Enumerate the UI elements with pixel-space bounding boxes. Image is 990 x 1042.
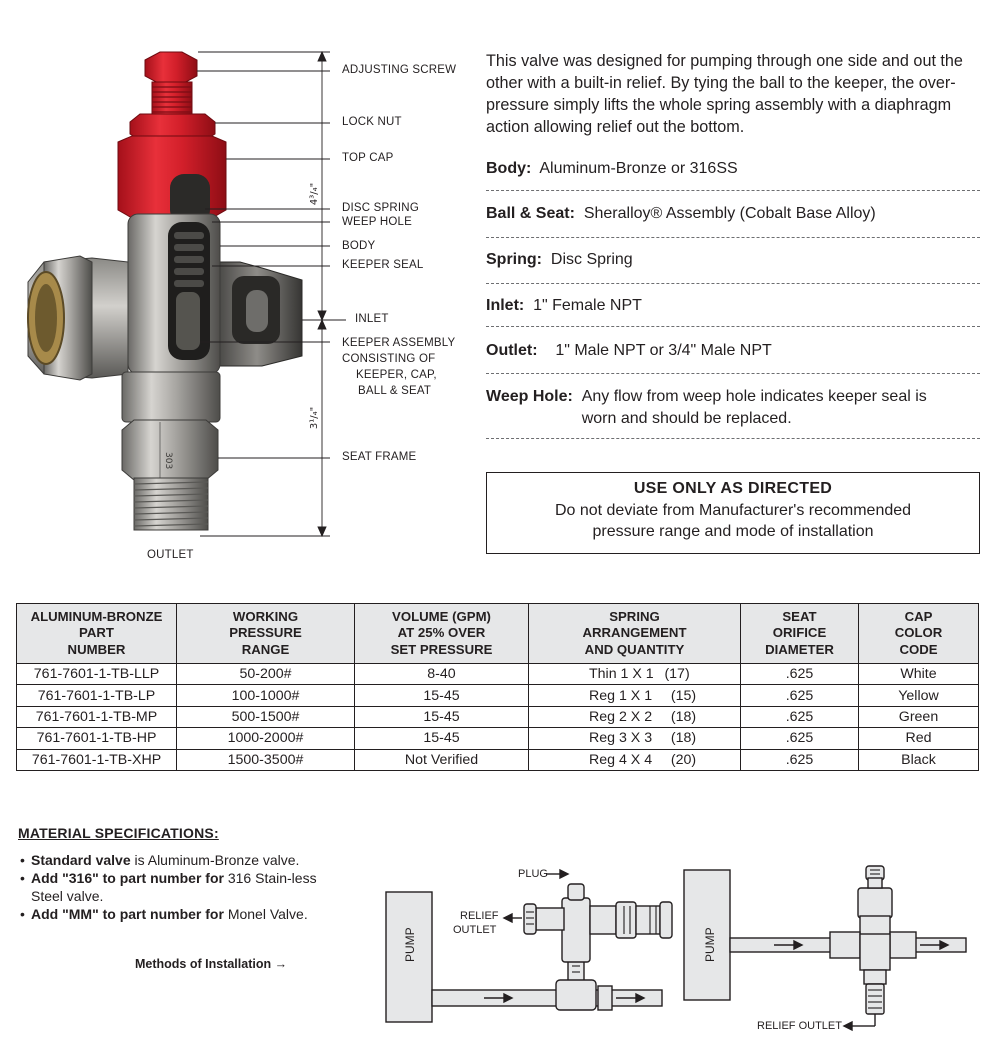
spec-weep-label: Weep Hole:	[486, 388, 573, 405]
installation-diagram-inline	[380, 862, 680, 1032]
callout-keeper-assembly-3: KEEPER, CAP,	[356, 369, 437, 381]
divider	[486, 326, 980, 327]
plug-label: PLUG	[518, 868, 548, 880]
table-row	[17, 685, 979, 706]
cell-pressure: 50-200#	[177, 664, 355, 685]
dimension-lower: 3¹/₄"	[309, 406, 320, 430]
nut-mark: 303	[163, 452, 173, 470]
list-item: • Standard valve is Aluminum-Bronze valve.	[20, 851, 340, 869]
cell-spring: Reg 2 X 2 (18)	[529, 706, 741, 727]
callout-weep-hole: WEEP HOLE	[342, 216, 412, 228]
cell-orifice: .625	[741, 706, 859, 727]
plug-outline	[568, 884, 584, 900]
divider	[486, 373, 980, 374]
cell-volume: 15-45	[355, 728, 529, 749]
list-item: • Add "316" to part number for 316 Stain-less Steel valve.	[20, 869, 340, 905]
cell-spring: Reg 4 X 4 (20)	[529, 749, 741, 770]
material-specs-title: MATERIAL SPECIFICATIONS:	[18, 825, 219, 841]
callout-disc-spring: DISC SPRING	[342, 202, 419, 214]
valve-body-outline	[562, 898, 590, 962]
callout-lock-nut: LOCK NUT	[342, 116, 402, 128]
callout-outlet: OUTLET	[147, 549, 194, 561]
divider	[486, 190, 980, 191]
spec-spring	[486, 249, 980, 271]
cell-color: Red	[859, 728, 979, 749]
cell-volume: 8-40	[355, 664, 529, 685]
seat-frame-part	[122, 420, 218, 530]
spec-body-value: Aluminum-Bronze or 316SS	[539, 160, 738, 177]
header-pressure-range: WORKING PRESSURE RANGE	[177, 604, 355, 664]
cell-volume: 15-45	[355, 685, 529, 706]
cell-color: White	[859, 664, 979, 685]
spec-outlet-label: Outlet:	[486, 342, 538, 359]
spec-weep-value: Any flow from weep hole indicates keeper seal is worn and should be replaced.	[581, 388, 927, 427]
spec-outlet-value: 1" Male NPT or 3/4" Male NPT	[555, 342, 772, 359]
cell-volume: 15-45	[355, 706, 529, 727]
warning-text	[487, 500, 979, 542]
cell-color: Yellow	[859, 685, 979, 706]
product-description: This valve was designed for pumping through one side and out the other with a built-in relief. By tying the ball to the keeper, the over-pressure simply lifts the whole spring assembly with a diaphragm action allowing relief out the bottom.	[486, 52, 963, 136]
cell-orifice: .625	[741, 664, 859, 685]
spec-weep-hole	[486, 386, 980, 430]
divider	[486, 237, 980, 238]
warning-line-2: pressure range and mode of installation	[592, 523, 874, 540]
spec-ball-label: Ball & Seat:	[486, 205, 575, 222]
cell-color: Green	[859, 706, 979, 727]
cell-part: 761-7601-1-TB-MP	[17, 706, 177, 727]
dimension-upper: 4³/₄"	[309, 182, 320, 206]
pump-label: PUMP	[703, 927, 717, 962]
cell-volume: Not Verified	[355, 749, 529, 770]
cell-pressure: 1000-2000#	[177, 728, 355, 749]
relief-outlet-label-2: OUTLET	[453, 924, 497, 936]
cell-part: 761-7601-1-TB-LP	[17, 685, 177, 706]
spec-spring-label: Spring:	[486, 251, 542, 268]
callout-keeper-assembly-4: BALL & SEAT	[358, 385, 432, 397]
header-part-number: ALUMINUM-BRONZE PART NUMBER	[17, 604, 177, 664]
spec-spring-value: Disc Spring	[550, 251, 633, 268]
cell-spring: Reg 3 X 3 (18)	[529, 728, 741, 749]
spec-ball-value: Sheralloy® Assembly (Cobalt Base Alloy)	[583, 205, 876, 222]
callout-adjusting-screw: ADJUSTING SCREW	[342, 64, 457, 76]
top-cap-part	[118, 136, 226, 224]
cell-orifice: .625	[741, 685, 859, 706]
callout-top-cap: TOP CAP	[342, 152, 394, 164]
body-part	[28, 214, 302, 422]
header-orifice: SEAT ORIFICE DIAMETER	[741, 604, 859, 664]
header-cap-color: CAP COLOR CODE	[859, 604, 979, 664]
spec-outlet	[486, 340, 980, 362]
warning-box	[486, 472, 980, 554]
adjusting-screw-part	[145, 52, 197, 116]
cell-orifice: .625	[741, 728, 859, 749]
spec-body-label: Body:	[486, 160, 532, 177]
cell-part: 761-7601-1-TB-LLP	[17, 664, 177, 685]
cell-part: 761-7601-1-TB-XHP	[17, 749, 177, 770]
callout-inlet: INLET	[355, 313, 389, 325]
installation-diagram-relief	[680, 858, 980, 1038]
callout-keeper-assembly-1: KEEPER ASSEMBLY	[342, 337, 456, 349]
cell-pressure: 500-1500#	[177, 706, 355, 727]
valve-figure	[0, 0, 470, 575]
relief-outlet-label-b: RELIEF OUTLET	[757, 1020, 842, 1032]
spec-body	[486, 158, 980, 180]
spec-ball-seat	[486, 203, 980, 225]
table-row	[17, 664, 979, 685]
relief-outlet-label-1: RELIEF	[460, 910, 499, 922]
callout-body: BODY	[342, 240, 376, 252]
cell-color: Black	[859, 749, 979, 770]
spec-inlet-value: 1" Female NPT	[533, 297, 642, 314]
list-item: • Add "MM" to part number for Monel Valve.	[20, 905, 340, 923]
table-row	[17, 706, 979, 727]
callout-keeper-seal: KEEPER SEAL	[342, 259, 424, 271]
warning-title: USE ONLY AS DIRECTED	[633, 480, 833, 497]
cell-pressure: 1500-3500#	[177, 749, 355, 770]
part-number-table	[16, 603, 979, 771]
pump-label: PUMP	[403, 927, 417, 962]
divider	[486, 438, 980, 439]
cell-spring: Reg 1 X 1 (15)	[529, 685, 741, 706]
callout-keeper-assembly-2: CONSISTING OF	[342, 353, 436, 365]
divider	[486, 283, 980, 284]
cell-pressure: 100-1000#	[177, 685, 355, 706]
header-volume: VOLUME (GPM) AT 25% OVER SET PRESSURE	[355, 604, 529, 664]
warning-line-1: Do not deviate from Manufacturer's recommended	[554, 502, 912, 519]
spec-inlet	[486, 295, 980, 317]
table-header-row	[17, 604, 979, 664]
cell-spring: Thin 1 X 1 (17)	[529, 664, 741, 685]
tee-fitting	[556, 980, 596, 1010]
callout-seat-frame: SEAT FRAME	[342, 451, 417, 463]
table-row	[17, 749, 979, 770]
valve-photo	[0, 0, 470, 575]
table-row	[17, 728, 979, 749]
spec-inlet-label: Inlet:	[486, 297, 525, 314]
installation-label: Methods of Installation →	[135, 957, 288, 971]
header-spring: SPRING ARRANGEMENT AND QUANTITY	[529, 604, 741, 664]
cell-orifice: .625	[741, 749, 859, 770]
material-specs-list	[20, 851, 340, 923]
cell-part: 761-7601-1-TB-HP	[17, 728, 177, 749]
